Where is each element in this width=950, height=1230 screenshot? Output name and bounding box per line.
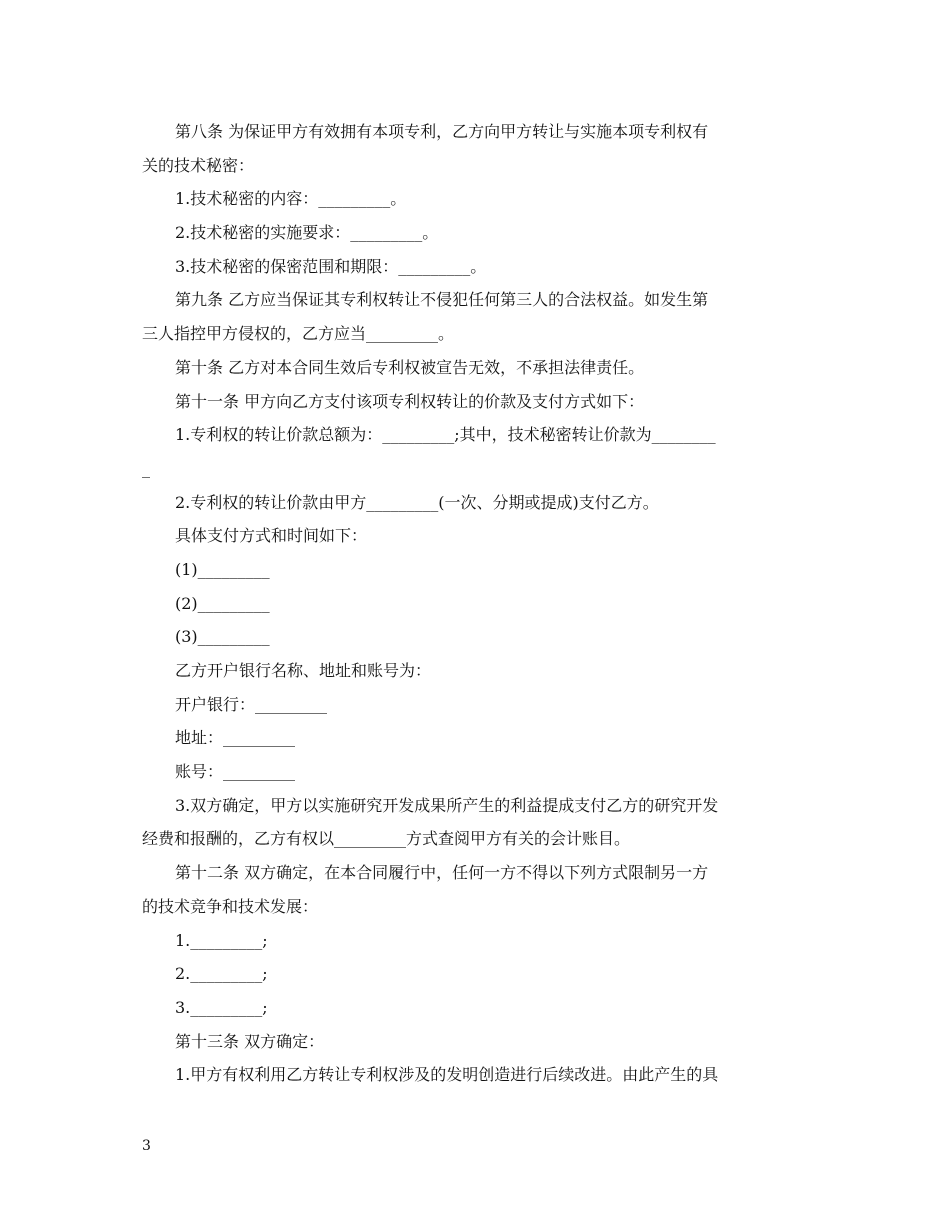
contract-body xyxy=(142,115,812,1092)
account-number-field: 账号：_________ xyxy=(175,762,296,782)
transfer-price-item: 1.专利权的转让价款总额为：_________;其中，技术秘密转让价款为________ xyxy=(175,425,716,445)
payment-option-2: (2)_________ xyxy=(175,593,270,613)
improvement-clause-line: 1.甲方有权利用乙方转让专利权涉及的发明创造进行后续改进。由此产生的具 xyxy=(175,1065,719,1085)
transfer-price-continuation: _ xyxy=(142,458,150,478)
payment-method-item: 2.专利权的转让价款由甲方_________(一次、分期或提成)支付乙方。 xyxy=(175,492,659,512)
payment-details-heading: 具体支付方式和时间如下： xyxy=(175,526,368,546)
article-9-line-2: 三人指控甲方侵权的，乙方应当_________。 xyxy=(142,324,455,344)
article-8-line-1: 第八条 为保证甲方有效拥有本项专利，乙方向甲方转让与实施本项专利权有 xyxy=(175,122,709,141)
article-9-line-1: 第九条 乙方应当保证其专利权转让不侵犯任何第三人的合法权益。如发生第 xyxy=(175,290,709,310)
page-number: 3 xyxy=(142,1138,151,1154)
restriction-item-1: 1._________; xyxy=(175,930,268,950)
payment-option-1: (1)_________ xyxy=(175,559,270,579)
article-12-line-2: 的技术竞争和技术发展： xyxy=(142,896,319,916)
bank-info-heading: 乙方开户银行名称、地址和账号为： xyxy=(175,661,432,680)
article-12-line-1: 第十二条 双方确定，在本合同履行中，任何一方不得以下列方式限制另一方 xyxy=(175,863,709,883)
secret-content-item: 1.技术秘密的内容：_________。 xyxy=(175,189,407,209)
article-8-line-2: 关的技术秘密： xyxy=(142,155,255,175)
audit-clause-line-1: 3.双方确定，甲方以实施研究开发成果所产生的利益提成支付乙方的研究开发 xyxy=(175,795,719,815)
secret-implementation-item: 2.技术秘密的实施要求：_________。 xyxy=(175,223,439,243)
restriction-item-3: 3._________; xyxy=(175,997,268,1017)
bank-name-field: 开户银行：_________ xyxy=(175,694,328,714)
secret-scope-item: 3.技术秘密的保密范围和期限：_________。 xyxy=(175,256,487,276)
article-10: 第十条 乙方对本合同生效后专利权被宣告无效，不承担法律责任。 xyxy=(175,357,645,377)
article-11-heading: 第十一条 甲方向乙方支付该项专利权转让的价款及支付方式如下： xyxy=(175,391,645,411)
bank-address-field: 地址：_________ xyxy=(175,728,296,748)
restriction-item-2: 2._________; xyxy=(175,964,268,984)
article-13-heading: 第十三条 双方确定： xyxy=(175,1031,325,1051)
audit-clause-line-2: 经费和报酬的，乙方有权以_________方式查阅甲方有关的会计账目。 xyxy=(142,829,631,849)
payment-option-3: (3)_________ xyxy=(175,627,270,647)
